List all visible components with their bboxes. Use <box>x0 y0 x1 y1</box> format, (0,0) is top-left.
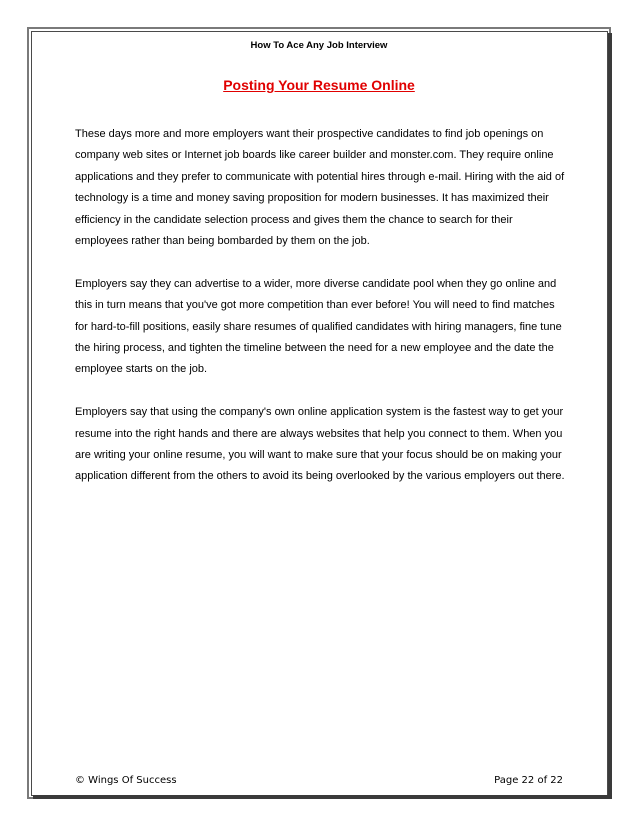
paragraph-2: Employers say they can advertise to a wider, more diverse candidate pool when they go online and this in turn means that you've got more competition than ever before! You will need to find matches for hard-to-fill positions, easily share resumes of qualified candidates with hiring managers, fine tune the hiring process, and tighten the timeline between the need for a new employee and the date the employee starts on the job. <box>75 277 562 376</box>
page-title: Posting Your Resume Online <box>223 77 415 93</box>
page-border-shadow-bottom <box>33 795 612 799</box>
page-border-shadow-right <box>608 33 612 799</box>
paragraph-1: These days more and more employers want their prospective candidates to find job openings on company web sites or Internet job boards like career builder and monster.com. They require online applications and they prefer to communicate with potential hires through e-mail. Hiring with the aid of technology is a time and money saving proposition for modern businesses. It has maximized their efficiency in the candidate selection process and gives them the chance to search for their employees rather than being bombarded by them on the job. <box>75 128 565 248</box>
footer-copyright: © Wings Of Success <box>75 775 177 786</box>
paragraph-3: Employers say that using the company's own online application system is the fastest way to get your resume into the right hands and there are always websites that help you connect to them. When you are writing your online resume, you will want to make sure that your focus should be on making your application different from the others to avoid its being overlooked by the various employers out there. <box>75 406 565 483</box>
footer-page-number: Page 22 of 22 <box>494 775 563 786</box>
running-header: How To Ace Any Job Interview <box>250 40 388 51</box>
body-text <box>75 124 567 509</box>
